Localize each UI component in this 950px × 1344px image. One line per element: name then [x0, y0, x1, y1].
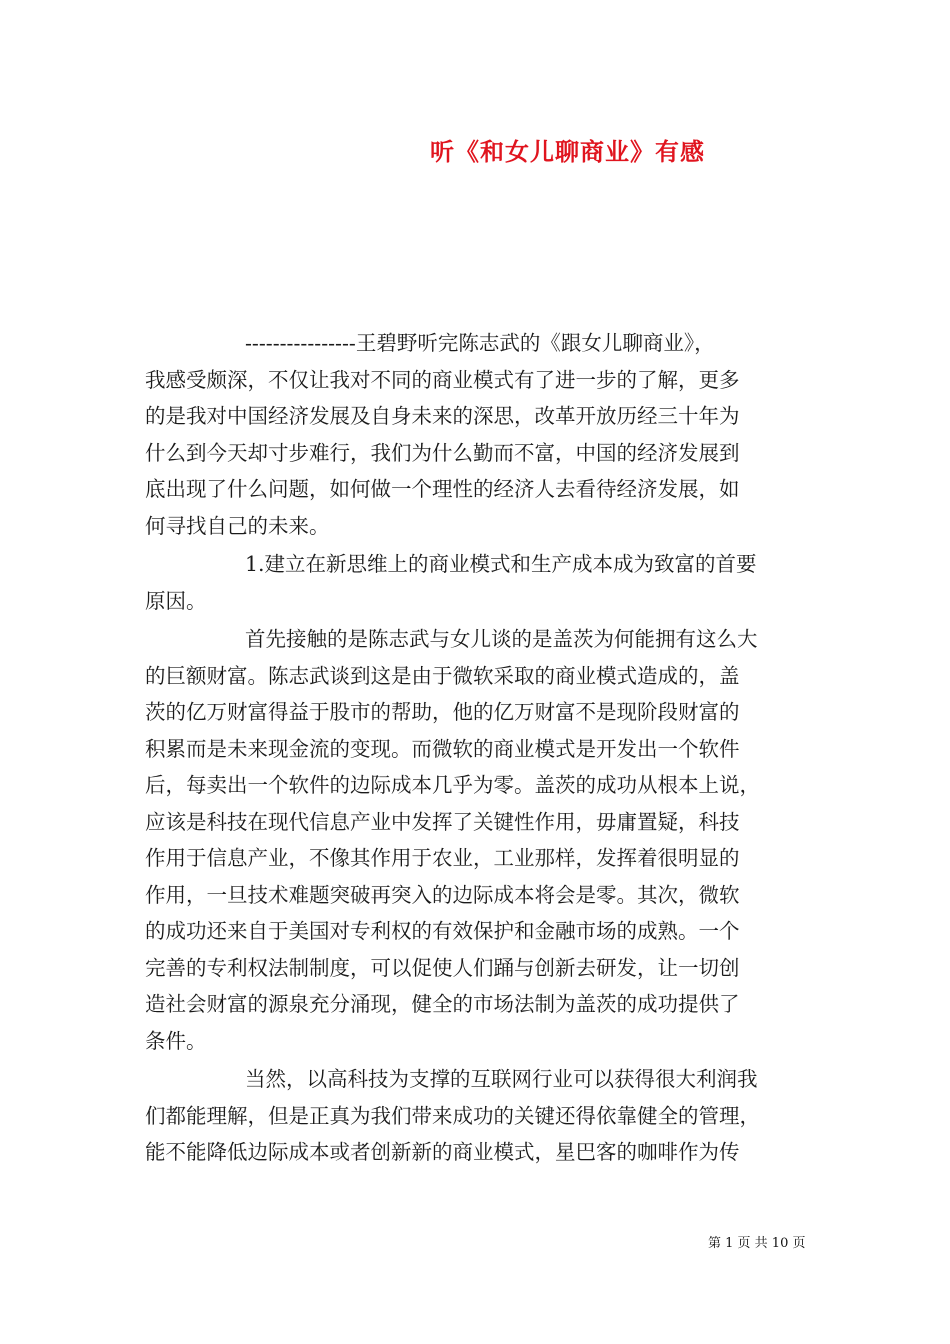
text-line: 作用于信息产业，不像其作用于农业，工业那样，发挥着很明显的 — [145, 846, 740, 870]
text-line: 作用，一旦技术难题突破再突入的边际成本将会是零。其次，微软 — [145, 882, 740, 907]
text-line: 的成功还来自于美国对专利权的有效保护和金融市场的成熟。一个 — [145, 919, 740, 943]
text-line: 底出现了什么问题，如何做一个理性的经济人去看待经济发展，如 — [145, 477, 740, 501]
text-line: 后，每卖出一个软件的边际成本几乎为零。盖茨的成功从根本上说， — [145, 773, 760, 797]
text-line: 首先接触的是陈志武与女儿谈的是盖茨为何能拥有这么大 — [245, 627, 758, 651]
paragraph-gates — [145, 621, 825, 1059]
text-line: 茨的亿万财富得益于股市的帮助，他的亿万财富不是现阶段财富的 — [145, 700, 740, 724]
text-line: 能不能降低边际成本或者创新新的商业模式，星巴客的咖啡作为传 — [145, 1140, 740, 1164]
paragraph-section-heading — [145, 546, 825, 619]
text-line: 什么到今天却寸步难行，我们为什么勤而不富，中国的经济发展到 — [145, 440, 740, 465]
text-line: 何寻找自己的未来。 — [145, 513, 330, 538]
text-line: 的是我对中国经济发展及自身未来的深思，改革开放历经三十年为 — [145, 404, 740, 428]
document-title: 听《和女儿聊商业》有感 — [430, 137, 705, 166]
text-line: 条件。 — [145, 1028, 207, 1053]
text-line: 1.建立在新思维上的商业模式和生产成本成为致富的首要 — [245, 552, 757, 576]
paragraph-internet — [145, 1061, 825, 1171]
text-line: ----------------王碧野听完陈志武的《跟女儿聊商业》， — [245, 331, 715, 355]
page-number-footer: 第 1 页 共 10 页 — [708, 1236, 806, 1251]
document-body — [145, 325, 825, 1171]
text-line: 应该是科技在现代信息产业中发挥了关键性作用，毋庸置疑，科技 — [145, 809, 740, 834]
text-line: 我感受颇深，不仅让我对不同的商业模式有了进一步的了解，更多 — [145, 367, 740, 392]
text-line: 造社会财富的源泉充分涌现，健全的市场法制为盖茨的成功提供了 — [145, 992, 740, 1016]
text-line: 当然，以高科技为支撑的互联网行业可以获得很大利润我 — [245, 1067, 758, 1091]
text-line: 积累而是未来现金流的变现。而微软的商业模式是开发出一个软件 — [145, 736, 740, 761]
text-line: 们都能理解，但是正真为我们带来成功的关键还得依靠健全的管理， — [145, 1103, 760, 1128]
paragraph-intro — [145, 325, 825, 544]
text-line: 的巨额财富。陈志武谈到这是由于微软采取的商业模式造成的，盖 — [145, 663, 740, 688]
text-line: 原因。 — [145, 588, 207, 613]
text-line: 完善的专利权法制制度，可以促使人们踊与创新去研发，让一切创 — [145, 955, 740, 980]
